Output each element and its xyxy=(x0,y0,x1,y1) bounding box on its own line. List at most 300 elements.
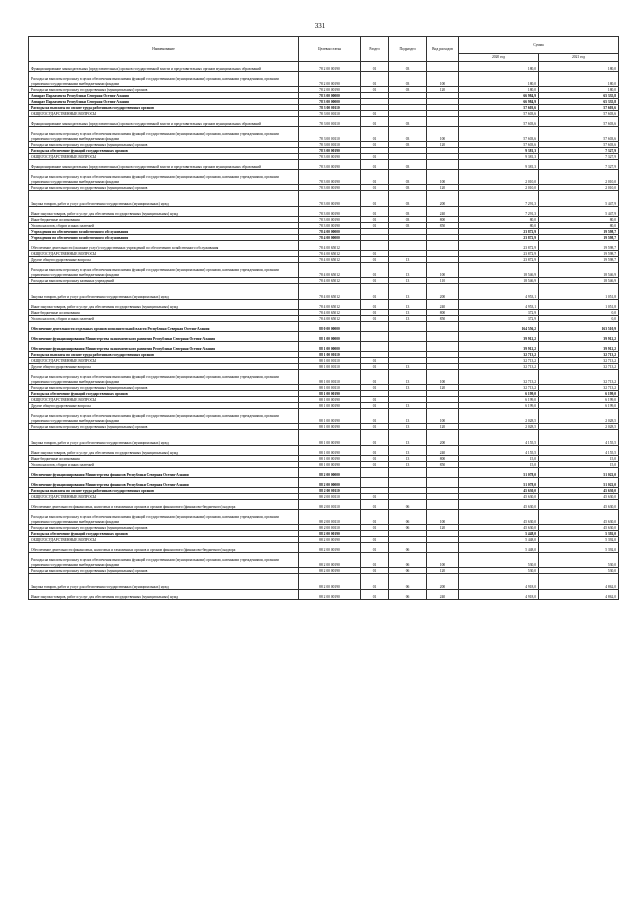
row-sum-2021: 1 051,8 xyxy=(539,300,619,310)
row-code: 78 4 00 65012 xyxy=(299,263,361,278)
row-sum-2021: 32 713,2 xyxy=(539,352,619,358)
row-code: 88 2 00 00190 xyxy=(299,568,361,574)
row-expense-type: 200 xyxy=(427,191,459,207)
row-sum-2021: 51 022,0 xyxy=(539,468,619,478)
row-section: 01 xyxy=(361,117,389,127)
row-name: Учреждения по обеспечению хозяйственного обслуживания xyxy=(29,235,299,241)
row-section: 01 xyxy=(361,364,389,370)
row-sum-2020: 66 984,9 xyxy=(459,93,539,99)
row-sum-2021: 80,0 xyxy=(539,223,619,229)
row-section: 01 xyxy=(361,370,389,385)
row-expense-type: 100 xyxy=(427,553,459,568)
header-year-2021: 2021 год xyxy=(539,54,619,62)
row-sum-2020: 6 199,0 xyxy=(459,397,539,403)
row-expense-type: 120 xyxy=(427,424,459,430)
row-name: ОБЩЕГОСУДАРСТВЕННЫЕ ВОПРОСЫ xyxy=(29,111,299,117)
row-name: Другие общегосударственные вопросы xyxy=(29,403,299,409)
row-sum-2021: 15,0 xyxy=(539,462,619,468)
row-name: Расходы на выплаты персоналу в целях обеспечения выполнения функций государственными (муниципальными) органами, казенными учреждениями, органами управления государственными внебюджетными фондами xyxy=(29,409,299,424)
row-section: 01 xyxy=(361,185,389,191)
row-sum-2020: 2 028,5 xyxy=(459,424,539,430)
row-section: 01 xyxy=(361,409,389,424)
row-subsection: 13 xyxy=(389,300,427,310)
row-sum-2021: 2 010,0 xyxy=(539,185,619,191)
row-section: 01 xyxy=(361,574,389,590)
header-subsection: Подраздел xyxy=(389,37,427,62)
table-row xyxy=(29,590,619,600)
row-sum-2021: 45 630,0 xyxy=(539,500,619,510)
row-code: 78 3 00 00190 xyxy=(299,217,361,223)
row-section: 01 xyxy=(361,424,389,430)
table-row xyxy=(29,105,619,111)
row-subsection: 06 xyxy=(389,510,427,525)
row-name: Аппарат Парламента Республики Северная Осетия-Алания xyxy=(29,93,299,99)
row-sum-2020: 15,0 xyxy=(459,462,539,468)
row-code: 78 3 00 00190 xyxy=(299,170,361,185)
row-expense-type: 100 xyxy=(427,409,459,424)
row-subsection: 13 xyxy=(389,284,427,300)
row-name: Расходы на обеспечение функций государственных органов xyxy=(29,391,299,397)
row-section: 01 xyxy=(361,278,389,284)
table-row xyxy=(29,525,619,531)
row-section: 01 xyxy=(361,397,389,403)
row-name: Расходы на выплаты по оплате труда работников государственных органов xyxy=(29,352,299,358)
row-section xyxy=(361,332,389,342)
row-code: 88 2 00 00190 xyxy=(299,590,361,600)
row-name: Обеспечение деятельности (оказание услуг) государственных учреждений по обеспечению хозяйственного обслуживания xyxy=(29,241,299,251)
row-code: 78 3 00 00110 xyxy=(299,111,361,117)
row-sum-2020: 9 381,3 xyxy=(459,154,539,160)
row-section: 01 xyxy=(361,568,389,574)
row-code: 78 2 00 00190 xyxy=(299,62,361,72)
row-sum-2020: 180,0 xyxy=(459,72,539,87)
row-code: 78 3 00 00190 xyxy=(299,207,361,217)
row-code: 78 4 00 65012 xyxy=(299,257,361,263)
row-name: Иные закупки товаров, работ и услуг для обеспечения государственных (муниципальных) нужд xyxy=(29,446,299,456)
row-sum-2021: 39 912,2 xyxy=(539,332,619,342)
row-section: 01 xyxy=(361,160,389,170)
row-sum-2021: 32 713,2 xyxy=(539,358,619,364)
row-section: 01 xyxy=(361,358,389,364)
header-code: Целевая статья xyxy=(299,37,361,62)
row-code: 88 0 00 00000 xyxy=(299,322,361,332)
row-sum-2020: 80,0 xyxy=(459,223,539,229)
row-sum-2020: 51 078,0 xyxy=(459,468,539,478)
row-expense-type xyxy=(427,332,459,342)
row-code: 88 1 00 00190 xyxy=(299,446,361,456)
row-section: 01 xyxy=(361,500,389,510)
row-code: 78 4 00 65012 xyxy=(299,251,361,257)
row-name: Расходы на выплаты персоналу государственных (муниципальных) органов xyxy=(29,525,299,531)
row-subsection: 03 xyxy=(389,87,427,93)
row-subsection: 13 xyxy=(389,409,427,424)
row-sum-2021: 57 603,6 xyxy=(539,117,619,127)
table-row xyxy=(29,553,619,568)
row-subsection: 06 xyxy=(389,543,427,553)
row-sum-2020: 5 448,0 xyxy=(459,543,539,553)
row-expense-type: 120 xyxy=(427,185,459,191)
row-sum-2020: 32 713,2 xyxy=(459,358,539,364)
row-code: 88 1 00 00190 xyxy=(299,456,361,462)
table-row xyxy=(29,342,619,352)
row-sum-2021: 65 335,8 xyxy=(539,99,619,105)
row-subsection: 03 xyxy=(389,127,427,142)
row-code: 88 2 00 00190 xyxy=(299,553,361,568)
row-sum-2020: 23 872,9 xyxy=(459,257,539,263)
row-code: 78 3 00 00190 xyxy=(299,154,361,160)
row-name: Расходы на выплаты персоналу в целях обеспечения выполнения функций государственными (муниципальными) органами, казенными учреждениями, органами управления государственными внебюджетными фондами xyxy=(29,263,299,278)
row-sum-2021: 45 630,0 xyxy=(539,488,619,494)
row-sum-2020: 18 546,9 xyxy=(459,278,539,284)
table-row xyxy=(29,370,619,385)
row-code: 88 2 00 00190 xyxy=(299,531,361,537)
row-code: 78 3 00 00110 xyxy=(299,142,361,148)
row-sum-2020: 15,0 xyxy=(459,456,539,462)
table-row xyxy=(29,446,619,456)
row-sum-2020: 32 713,2 xyxy=(459,364,539,370)
row-name: Закупка товаров, работ и услуг для обеспечения государственных (муниципальных) нужд xyxy=(29,284,299,300)
row-sum-2020: 57 603,6 xyxy=(459,105,539,111)
row-name: Расходы на выплаты персоналу в целях обеспечения выполнения функций государственными (муниципальными) органами, казенными учреждениями, органами управления государственными внебюджетными фондами xyxy=(29,127,299,142)
row-code: 78 3 00 00190 xyxy=(299,223,361,229)
row-section: 01 xyxy=(361,316,389,322)
row-section: 01 xyxy=(361,217,389,223)
row-section: 01 xyxy=(361,62,389,72)
row-code: 88 2 00 00110 xyxy=(299,525,361,531)
row-sum-2020: 45 630,0 xyxy=(459,510,539,525)
row-subsection xyxy=(389,342,427,352)
row-name: Функционирование законодательных (представительных) органов государственной власти и представительных органов муниципальных образований xyxy=(29,160,299,170)
row-expense-type: 120 xyxy=(427,142,459,148)
row-name: Иные бюджетные ассигнования xyxy=(29,310,299,316)
row-subsection: 13 xyxy=(389,364,427,370)
row-subsection xyxy=(389,322,427,332)
row-subsection: 03 xyxy=(389,207,427,217)
row-sum-2021: 5 392,0 xyxy=(539,537,619,543)
row-sum-2020: 32 713,2 xyxy=(459,385,539,391)
table-row xyxy=(29,235,619,241)
row-code: 88 1 00 00190 xyxy=(299,397,361,403)
row-sum-2021: 7 327,9 xyxy=(539,148,619,154)
row-name: Уплата налогов, сборов и иных платежей xyxy=(29,316,299,322)
row-name: Расходы на выплаты персоналу государственных (муниципальных) органов xyxy=(29,568,299,574)
row-expense-type: 240 xyxy=(427,300,459,310)
row-sum-2021: 7 327,9 xyxy=(539,160,619,170)
row-sum-2020: 7 291,3 xyxy=(459,207,539,217)
row-name: Иные закупки товаров, работ и услуг для обеспечения государственных (муниципальных) нужд xyxy=(29,300,299,310)
row-section: 01 xyxy=(361,385,389,391)
row-subsection: 13 xyxy=(389,430,427,446)
row-name: Расходы на выплаты персоналу государственных (муниципальных) органов xyxy=(29,424,299,430)
row-subsection: 03 xyxy=(389,72,427,87)
row-section: 01 xyxy=(361,462,389,468)
table-row xyxy=(29,391,619,397)
table-row xyxy=(29,409,619,424)
table-row xyxy=(29,170,619,185)
row-name: ОБЩЕГОСУДАРСТВЕННЫЕ ВОПРОСЫ xyxy=(29,358,299,364)
row-subsection xyxy=(389,241,427,251)
row-name: ОБЩЕГОСУДАРСТВЕННЫЕ ВОПРОСЫ xyxy=(29,251,299,257)
row-sum-2021: 5 447,9 xyxy=(539,191,619,207)
row-sum-2021: 57 603,6 xyxy=(539,127,619,142)
row-subsection: 13 xyxy=(389,316,427,322)
row-sum-2021: 0,0 xyxy=(539,316,619,322)
row-section: 01 xyxy=(361,142,389,148)
row-sum-2020: 45 630,0 xyxy=(459,494,539,500)
row-expense-type: 110 xyxy=(427,278,459,284)
row-expense-type xyxy=(427,342,459,352)
row-section: 01 xyxy=(361,72,389,87)
row-sum-2021: 32 713,2 xyxy=(539,385,619,391)
table-row xyxy=(29,87,619,93)
row-section: 01 xyxy=(361,537,389,543)
row-code: 78 4 00 65012 xyxy=(299,284,361,300)
row-code: 88 2 00 00110 xyxy=(299,488,361,494)
row-name: Функционирование законодательных (представительных) органов государственной власти и представительных органов муниципальных образований xyxy=(29,117,299,127)
table-row xyxy=(29,430,619,446)
row-name: Расходы на выплаты персоналу государственных (муниципальных) органов xyxy=(29,87,299,93)
row-section: 01 xyxy=(361,553,389,568)
row-sum-2021: 80,0 xyxy=(539,217,619,223)
row-expense-type xyxy=(427,322,459,332)
row-sum-2021: 15,0 xyxy=(539,456,619,462)
row-subsection: 13 xyxy=(389,263,427,278)
row-expense-type: 800 xyxy=(427,456,459,462)
row-sum-2021: 19 598,7 xyxy=(539,229,619,235)
table-row xyxy=(29,148,619,154)
row-code: 78 4 00 00000 xyxy=(299,229,361,235)
row-sum-2020: 57 603,6 xyxy=(459,142,539,148)
row-section: 01 xyxy=(361,456,389,462)
row-subsection: 03 xyxy=(389,170,427,185)
row-code: 88 1 00 00190 xyxy=(299,403,361,409)
row-expense-type: 100 xyxy=(427,263,459,278)
row-sum-2020: 57 603,6 xyxy=(459,127,539,142)
row-code: 88 2 00 00190 xyxy=(299,537,361,543)
row-name: Уплата налогов, сборов и иных платежей xyxy=(29,462,299,468)
row-subsection: 13 xyxy=(389,278,427,284)
row-expense-type: 120 xyxy=(427,87,459,93)
row-sum-2021: 39 912,2 xyxy=(539,342,619,352)
row-section xyxy=(361,322,389,332)
row-code: 88 1 00 00190 xyxy=(299,430,361,446)
row-code: 78 4 00 65012 xyxy=(299,241,361,251)
row-sum-2020: 51 078,0 xyxy=(459,478,539,488)
row-sum-2021: 180,0 xyxy=(539,72,619,87)
row-sum-2020: 80,0 xyxy=(459,217,539,223)
row-section: 01 xyxy=(361,525,389,531)
row-section xyxy=(361,342,389,352)
row-sum-2021: 180,0 xyxy=(539,87,619,93)
row-code: 78 3 00 00190 xyxy=(299,160,361,170)
row-sum-2020: 2 010,0 xyxy=(459,185,539,191)
row-name: ОБЩЕГОСУДАРСТВЕННЫЕ ВОПРОСЫ xyxy=(29,154,299,160)
row-code: 78 4 00 65012 xyxy=(299,310,361,316)
row-sum-2021: 2 010,0 xyxy=(539,170,619,185)
row-sum-2021: 45 630,0 xyxy=(539,494,619,500)
row-sum-2021: 530,0 xyxy=(539,568,619,574)
row-name: Уплата налогов, сборов и иных платежей xyxy=(29,223,299,229)
row-subsection: 06 xyxy=(389,500,427,510)
row-name: Расходы на обеспечение функций государственных органов xyxy=(29,148,299,154)
row-name: ОБЩЕГОСУДАРСТВЕННЫЕ ВОПРОСЫ xyxy=(29,397,299,403)
row-code: 78 2 00 00190 xyxy=(299,87,361,93)
row-subsection xyxy=(389,478,427,488)
row-code: 88 1 00 00110 xyxy=(299,385,361,391)
row-section: 01 xyxy=(361,403,389,409)
table-row xyxy=(29,241,619,251)
row-name: ОБЩЕГОСУДАРСТВЕННЫЕ ВОПРОСЫ xyxy=(29,537,299,543)
row-expense-type: 850 xyxy=(427,316,459,322)
row-subsection: 03 xyxy=(389,160,427,170)
row-expense-type: 120 xyxy=(427,385,459,391)
row-sum-2021: 19 598,7 xyxy=(539,241,619,251)
row-subsection: 06 xyxy=(389,574,427,590)
row-expense-type: 100 xyxy=(427,170,459,185)
table-row xyxy=(29,322,619,332)
row-code: 78 4 00 65012 xyxy=(299,300,361,310)
row-section: 01 xyxy=(361,223,389,229)
row-expense-type: 120 xyxy=(427,525,459,531)
row-subsection: 13 xyxy=(389,456,427,462)
row-sum-2020: 18 546,9 xyxy=(459,263,539,278)
table-row xyxy=(29,93,619,99)
row-sum-2021: 51 022,0 xyxy=(539,478,619,488)
row-subsection: 13 xyxy=(389,370,427,385)
row-sum-2021: 65 335,8 xyxy=(539,93,619,99)
row-subsection xyxy=(389,332,427,342)
row-subsection: 13 xyxy=(389,310,427,316)
row-sum-2021: 45 630,0 xyxy=(539,525,619,531)
row-name: Обеспечение функционирования Министерства финансов Республики Северная Осетия-Алания xyxy=(29,478,299,488)
row-name: Расходы на обеспечение функций государственных органов xyxy=(29,531,299,537)
row-sum-2020: 2 010,0 xyxy=(459,170,539,185)
row-sum-2020: 4 953,1 xyxy=(459,300,539,310)
row-section xyxy=(361,478,389,488)
row-code: 78 3 00 00190 xyxy=(299,185,361,191)
row-sum-2021: 6 199,0 xyxy=(539,397,619,403)
header-expense-type: Вид расходов xyxy=(427,37,459,62)
row-expense-type xyxy=(427,160,459,170)
row-expense-type: 800 xyxy=(427,217,459,223)
row-expense-type: 100 xyxy=(427,127,459,142)
table-row xyxy=(29,510,619,525)
row-name: Функционирование законодательных (представительных) органов государственной власти и представительных органов муниципальных образований xyxy=(29,62,299,72)
row-sum-2021: 19 598,7 xyxy=(539,257,619,263)
row-section: 01 xyxy=(361,191,389,207)
budget-table xyxy=(28,36,619,600)
row-section: 01 xyxy=(361,446,389,456)
row-sum-2021: 45 630,0 xyxy=(539,510,619,525)
row-sum-2021: 19 598,7 xyxy=(539,251,619,257)
row-sum-2020: 4 155,5 xyxy=(459,446,539,456)
header-section: Раздел xyxy=(361,37,389,62)
row-name: Обеспечение деятельности отдельных органов исполнительной власти Республики Северная Осетия-Алания xyxy=(29,322,299,332)
table-row xyxy=(29,385,619,391)
header-sum: Сумма xyxy=(459,37,619,54)
row-sum-2020: 7 291,3 xyxy=(459,191,539,207)
row-sum-2020: 57 603,6 xyxy=(459,111,539,117)
row-code: 88 1 00 00000 xyxy=(299,332,361,342)
row-name: Расходы на выплаты персоналу государственных (муниципальных) органов xyxy=(29,385,299,391)
row-section: 01 xyxy=(361,494,389,500)
row-sum-2020: 45 630,0 xyxy=(459,525,539,531)
row-subsection: 06 xyxy=(389,568,427,574)
table-row xyxy=(29,574,619,590)
row-name: Учреждения по обеспечению хозяйственного обслуживания xyxy=(29,229,299,235)
row-name: Закупка товаров, работ и услуг для обеспечения государственных (муниципальных) нужд xyxy=(29,574,299,590)
row-section: 01 xyxy=(361,127,389,142)
row-subsection: 13 xyxy=(389,257,427,263)
row-expense-type: 240 xyxy=(427,590,459,600)
row-sum-2021: 5 392,0 xyxy=(539,543,619,553)
row-code: 88 2 00 00000 xyxy=(299,478,361,488)
row-sum-2021: 32 713,2 xyxy=(539,364,619,370)
row-section: 01 xyxy=(361,430,389,446)
row-subsection: 06 xyxy=(389,590,427,600)
row-code: 78 2 00 00190 xyxy=(299,72,361,87)
row-name: Закупка товаров, работ и услуг для обеспечения государственных (муниципальных) нужд xyxy=(29,191,299,207)
row-sum-2020: 23 872,9 xyxy=(459,251,539,257)
row-section: 01 xyxy=(361,207,389,217)
row-name: Обеспечение деятельности финансовых, налоговых и таможенных органов и органов финансового (финансово-бюджетного) надзора xyxy=(29,543,299,553)
row-subsection: 03 xyxy=(389,223,427,229)
row-expense-type: 240 xyxy=(427,207,459,217)
table-row xyxy=(29,127,619,142)
row-sum-2020: 66 984,9 xyxy=(459,99,539,105)
row-expense-type xyxy=(427,500,459,510)
row-code: 78 3 00 00000 xyxy=(299,93,361,99)
row-sum-2021: 5 392,0 xyxy=(539,531,619,537)
row-code: 88 1 00 00110 xyxy=(299,358,361,364)
row-expense-type xyxy=(427,241,459,251)
row-name: Другие общегосударственные вопросы xyxy=(29,257,299,263)
row-code: 88 2 00 00110 xyxy=(299,494,361,500)
table-row xyxy=(29,160,619,170)
row-sum-2020: 5 448,0 xyxy=(459,537,539,543)
row-sum-2021: 6 199,0 xyxy=(539,403,619,409)
table-row xyxy=(29,332,619,342)
row-sum-2020: 180,0 xyxy=(459,87,539,93)
row-section: 01 xyxy=(361,590,389,600)
row-sum-2020: 180,0 xyxy=(459,62,539,72)
row-sum-2020: 530,0 xyxy=(459,568,539,574)
row-name: Обеспечение функционирования Министерства экономического развития Республики Северная Осетия-Алания xyxy=(29,332,299,342)
row-code: 78 3 00 00190 xyxy=(299,148,361,154)
row-name: Расходы на выплаты персоналу государственных (муниципальных) органов xyxy=(29,185,299,191)
row-section: 01 xyxy=(361,510,389,525)
row-sum-2021: 18 546,9 xyxy=(539,278,619,284)
row-code: 78 3 00 00000 xyxy=(299,99,361,105)
row-sum-2020: 23 872,9 xyxy=(459,241,539,251)
row-sum-2021: 163 510,9 xyxy=(539,322,619,332)
row-section: 01 xyxy=(361,310,389,316)
row-name: ОБЩЕГОСУДАРСТВЕННЫЕ ВОПРОСЫ xyxy=(29,494,299,500)
row-code: 88 1 00 00110 xyxy=(299,370,361,385)
row-sum-2020: 530,0 xyxy=(459,553,539,568)
table-row xyxy=(29,500,619,510)
row-expense-type: 200 xyxy=(427,574,459,590)
row-sum-2021: 57 603,6 xyxy=(539,111,619,117)
row-sum-2020: 372,9 xyxy=(459,310,539,316)
row-expense-type: 800 xyxy=(427,310,459,316)
row-section: 01 xyxy=(361,87,389,93)
header-name: Наименование xyxy=(29,37,299,62)
row-sum-2021: 18 546,9 xyxy=(539,263,619,278)
row-expense-type: 850 xyxy=(427,462,459,468)
row-sum-2021: 57 603,6 xyxy=(539,105,619,111)
table-row xyxy=(29,424,619,430)
